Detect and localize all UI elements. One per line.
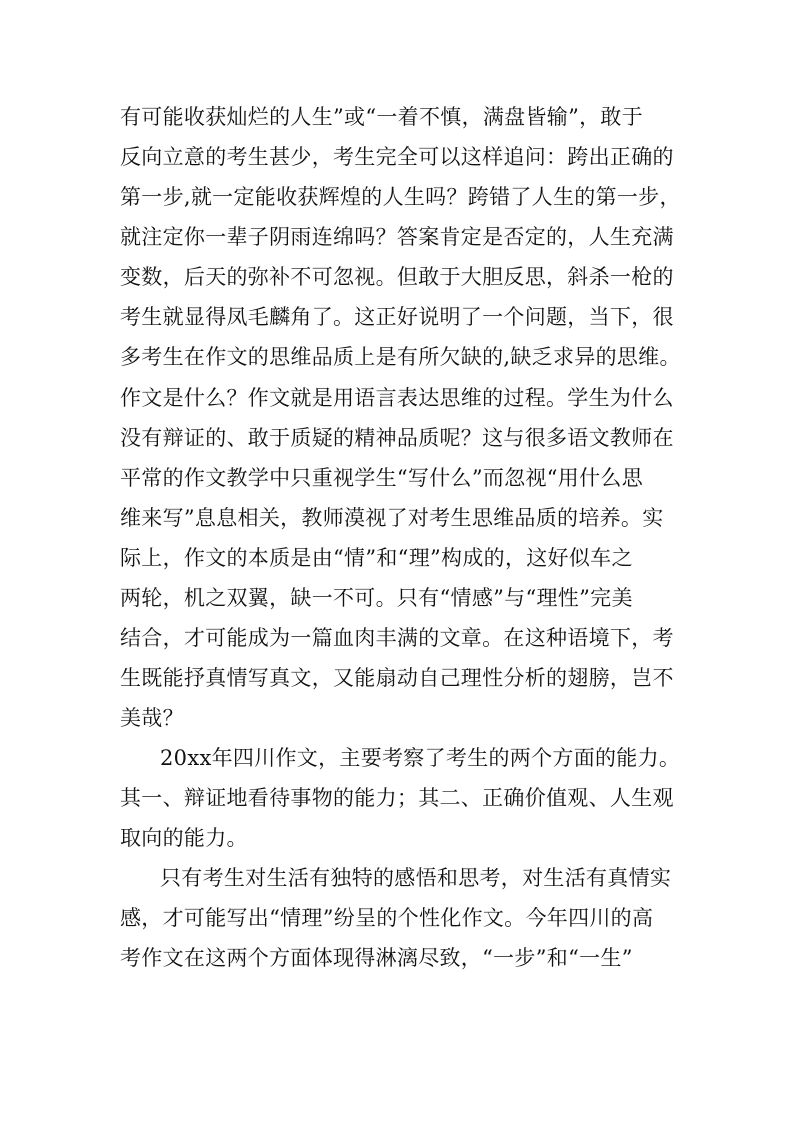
text-line: 考生就显得凤毛麟角了。这正好说明了一个问题，当下，很 [120,305,674,329]
text-line: 有可能收获灿烂的人生”或“一着不慎，满盘皆输”，敢于 [120,105,644,129]
text-line: 感，才可能写出“情理”纷呈的个性化作文。今年四川的高 [120,906,654,930]
text-line: 反向立意的考生甚少，考生完全可以这样追问：跨出正确的 [120,145,674,169]
paragraph-first-line: 只有考生对生活有独特的感悟和思考，对生活有真情实 [160,866,672,890]
text-line: 第一步,就一定能收获辉煌的人生吗？跨错了人生的第一步， [120,185,681,209]
text-line: 结合，才可能成为一篇血肉丰满的文章。在这种语境下，考 [120,626,674,650]
text-line: 平常的作文教学中只重视学生“写什么”而忽视“用什么思 [120,466,644,490]
text-line: 生既能抒真情写真文，又能扇动自己理性分析的翅膀，岂不 [120,666,674,690]
text-line: 没有辩证的、敢于质疑的精神品质呢？这与很多语文教师在 [120,426,674,450]
text-line: 两轮，机之双翼，缺一不可。只有“情感”与“理性”完美 [120,586,633,610]
text-line: 维来写”息息相关，教师漠视了对考生思维品质的培养。实 [120,506,664,530]
text-line: 美哉？ [120,706,184,730]
text-line: 多考生在作文的思维品质上是有所欠缺的,缺乏求异的思维。 [120,345,681,369]
text-line: 变数，后天的弥补不可忽视。但敢于大胆反思，斜杀一枪的 [120,265,674,289]
text-line: 取向的能力。 [120,826,248,850]
text-line: 考作文在这两个方面体现得淋漓尽致，“一步”和“一生” [120,946,633,970]
paragraph-first-line: 20xx年四川作文，主要考察了考生的两个方面的能力。 [160,746,681,770]
text-line: 作文是什么？作文就是用语言表达思维的过程。学生为什么 [120,386,674,410]
text-line: 就注定你一辈子阴雨连绵吗？答案肯定是否定的，人生充满 [120,225,674,249]
text-line: 其一、辩证地看待事物的能力；其二、正确价值观、人生观 [120,786,674,810]
text-line: 际上，作文的本质是由“情”和“理”构成的，这好似车之 [120,546,633,570]
